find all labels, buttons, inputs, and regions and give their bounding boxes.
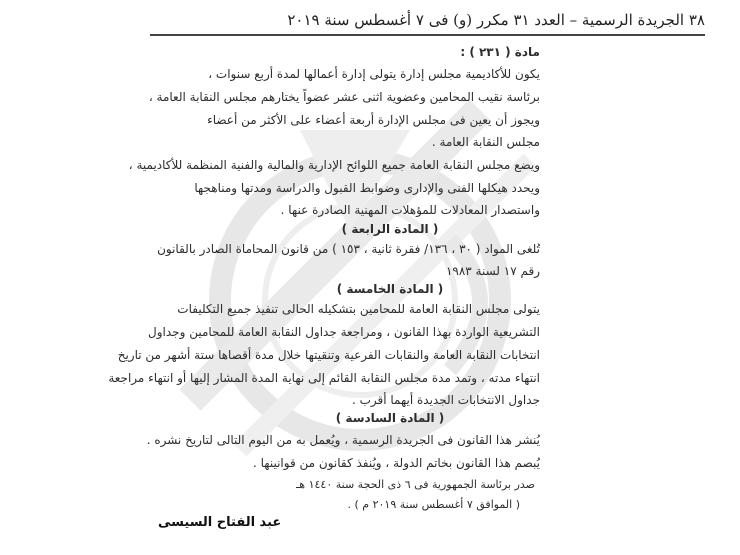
article-1-line-6: ويحدد هيكلها الفنى والإدارى وضوابط القبول والدراسة ومدتها ومناهجها	[194, 181, 540, 195]
article-1-line-1: يكون للأكاديمية مجلس إدارة يتولى إدارة أعمالها لمدة أربع سنوات ،	[208, 67, 540, 81]
article-1-line-4: مجلس النقابة العامة .	[431, 135, 540, 149]
gazette-header: ٣٨ الجريدة الرسمية – العدد ٣١ مكرر (و) فى ٧ أغسطس سنة ٢٠١٩	[150, 6, 705, 36]
article-5-line-3: انتخابات النقابة العامة والنقابات الفرعية وتنقيتها خلال مدة أقصاها ستة أشهر من تاريخ	[117, 348, 540, 362]
article-1-line-2: برئاسة نقيب المحامين وعضوية اثنى عشر عضواً يختارهم مجلس النقابة العامة ،	[148, 90, 540, 104]
issued-line-1: صدر برئاسة الجمهورية فى ٦ ذى الحجة سنة ١٤٤٠ هـ	[296, 478, 535, 491]
article-6-line-1: يُنشر هذا القانون فى الجريدة الرسمية ، ويُعمل به من اليوم التالى لتاريخ نشره .	[146, 433, 540, 447]
article-5-line-5: جداول الانتخابات الجديدة أيهما أقرب .	[351, 393, 540, 407]
article-4-heading: ( المادة الرابعة )	[341, 222, 439, 236]
article-1-line-7: واستصدار المعادلات للمؤهلات المهنية الصادرة عنها .	[280, 203, 540, 217]
article-4-line-2: رقم ١٧ لسنة ١٩٨٣	[445, 264, 540, 278]
president-signature: عبد الفتاح السيسى	[158, 515, 282, 530]
article-6-heading: ( المادة السادسة )	[335, 411, 445, 425]
article-4-line-1: تُلغى المواد ( ٣٠ ، ١٣٦/ فقرة ثانية ، ١٥٣ ) من قانون المحاماة الصادر بالقانون	[157, 242, 540, 256]
issued-line-2: ( الموافق ٧ أغسطس سنة ٢٠١٩ م ) .	[347, 498, 520, 511]
article-1-line-3: ويجوز أن يعين فى مجلس الإدارة أربعة أعضاء على الأكثر من أعضاء	[207, 113, 540, 127]
article-5-heading: ( المادة الخامسة )	[336, 282, 444, 296]
article-1-heading: مادة ( ٢٣١ ) :	[460, 45, 540, 59]
article-5-line-1: يتولى مجلس النقابة العامة للمحامين بتشكيله الحالى تنفيذ جميع التكليفات	[177, 302, 540, 316]
article-1-line-5: ويضع مجلس النقابة العامة جميع اللوائح الإدارية والمالية والفنية المنظمة للأكاديمية ،	[128, 158, 540, 172]
article-5-line-2: التشريعية الواردة بهذا القانون ، ومراجعة جداول النقابة العامة للمحامين وجداول	[148, 325, 540, 339]
watermark-seal	[150, 70, 570, 490]
article-6-line-2: يُبصم هذا القانون بخاتم الدولة ، ويُنفذ كقانون من قوانينها .	[253, 456, 540, 470]
article-5-line-4: انتهاء مدته ، وتمد مدة مجلس النقابة القائم إلى نهاية المدة المشار إليها أو انتهاء مراجعة	[108, 371, 540, 385]
